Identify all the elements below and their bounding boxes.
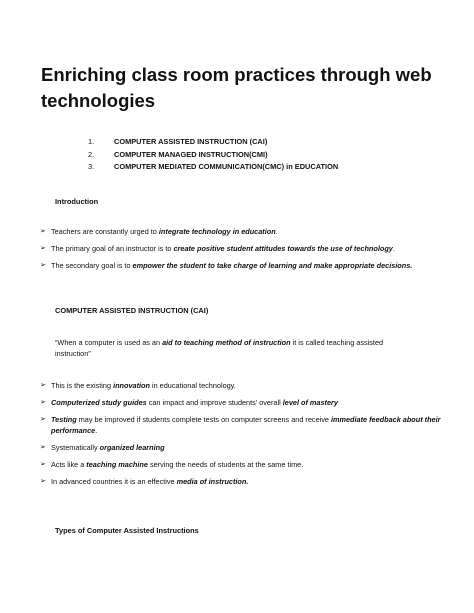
bullet-item xyxy=(40,381,445,392)
list-number: 1. xyxy=(88,137,95,146)
page-title: Enriching class room practices through web technologies xyxy=(41,64,432,111)
arrow-bullet-icon: ➢ xyxy=(40,245,46,252)
list-text: COMPUTER MANAGED INSTRUCTION(CMI) xyxy=(114,149,268,159)
numbered-list xyxy=(88,136,458,174)
arrow-bullet-icon: ➢ xyxy=(40,228,46,235)
cai-heading: COMPUTER ASSISTED INSTRUCTION (CAI) xyxy=(55,306,209,315)
list-item xyxy=(88,149,458,162)
definition-quote: “When a computer is used as an aid to teaching method of instruction it is called teaching assisted instruction” xyxy=(55,338,384,358)
types-heading: Types of Computer Assisted Instructions xyxy=(55,526,199,535)
bullet-text: The secondary goal is to empower the student to take charge of learning and make appropriate decisions. xyxy=(51,261,413,270)
bullet-text: Teachers are constantly urged to integrate technology in education. xyxy=(51,227,278,236)
bullet-item xyxy=(40,477,445,488)
bullet-text: This is the existing innovation in educational technology. xyxy=(51,381,236,390)
introduction-heading: Introduction xyxy=(55,197,99,206)
bullet-text: Computerized study guides can impact and improve students' overall level of mastery xyxy=(51,398,338,407)
bullet-item xyxy=(40,415,445,436)
bullet-text: Systematically organized learning xyxy=(51,442,165,452)
bullet-item xyxy=(40,261,445,272)
bullet-item xyxy=(40,398,445,409)
list-item xyxy=(88,136,458,149)
bullet-text: Acts like a teaching machine serving the needs of students at the same time. xyxy=(51,459,304,469)
arrow-bullet-icon: ➢ xyxy=(40,262,46,269)
list-text: COMPUTER ASSISTED INSTRUCTION (CAI) xyxy=(114,137,268,146)
list-number: 2. xyxy=(88,149,95,159)
arrow-bullet-icon: ➢ xyxy=(40,477,46,485)
bullet-text: The primary goal of an instructor is to create positive student attitudes towards the use of technology. xyxy=(51,244,395,253)
arrow-bullet-icon: ➢ xyxy=(40,416,46,423)
bullet-text: In advanced countries it is an effective media of instruction. xyxy=(51,476,249,486)
arrow-bullet-icon: ➢ xyxy=(40,382,46,389)
bullet-item xyxy=(40,244,445,255)
cai-bullet-list xyxy=(40,381,445,494)
bullet-item xyxy=(40,460,445,471)
intro-bullet-list xyxy=(40,227,445,278)
bullet-text: Testing may be improved if students complete tests on computer screens and receive immediate feedback about their performance. xyxy=(51,415,441,435)
arrow-bullet-icon: ➢ xyxy=(40,460,46,468)
bullet-item xyxy=(40,227,445,238)
list-number: 3. xyxy=(88,162,95,171)
list-item xyxy=(88,161,458,174)
bullet-item xyxy=(40,443,445,454)
list-text: COMPUTER MEDIATED COMMUNICATION(CMC) in EDUCATION xyxy=(114,162,339,171)
arrow-bullet-icon: ➢ xyxy=(40,443,46,451)
arrow-bullet-icon: ➢ xyxy=(40,399,46,406)
